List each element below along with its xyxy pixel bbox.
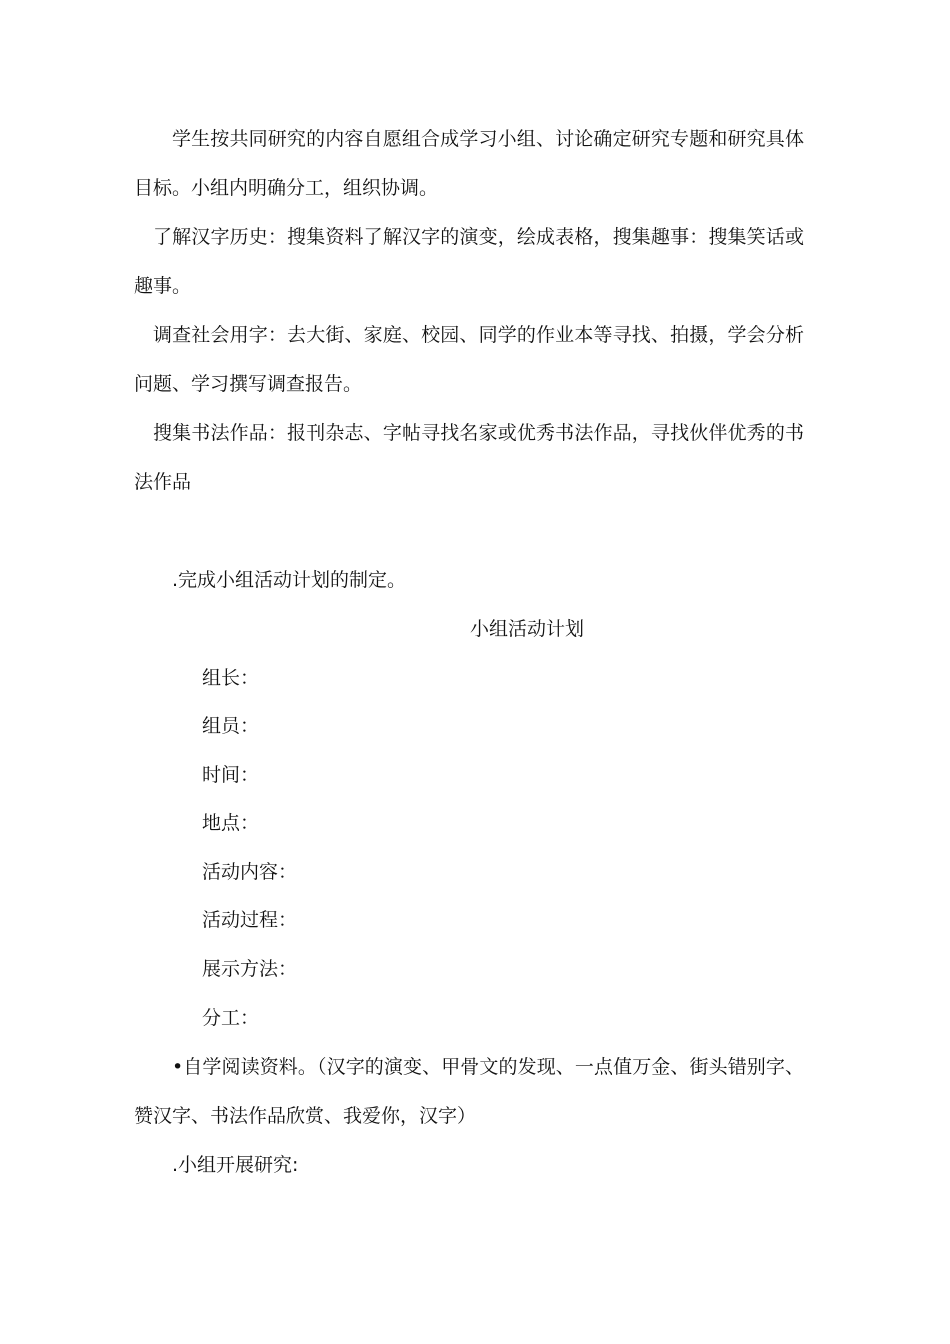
reading-line-2: 赞汉字、书法作品欣赏、我爱你，汉字） bbox=[134, 1105, 477, 1127]
plan-field-members: 组员： bbox=[202, 715, 260, 737]
reading-line-1: •自学阅读资料。（汉字的演变、甲骨文的发现、一点值万金、街头错别字、 bbox=[172, 1056, 804, 1078]
plan-field-content: 活动内容： bbox=[202, 861, 298, 883]
plan-title: 小组活动计划 bbox=[470, 618, 585, 640]
plan-field-process: 活动过程： bbox=[202, 909, 298, 931]
plan-field-time: 时间： bbox=[202, 764, 260, 786]
paragraph-3-line-2: 问题、学习撰写调查报告。 bbox=[134, 373, 363, 395]
final-step-heading: .小组开展研究: bbox=[172, 1154, 299, 1176]
plan-field-place: 地点： bbox=[202, 812, 260, 834]
paragraph-4-line-1: 搜集书法作品：报刊杂志、字帖寻找名家或优秀书法作品，寻找伙伴优秀的书 bbox=[153, 422, 804, 444]
step-plan-heading: .完成小组活动计划的制定。 bbox=[172, 569, 407, 591]
paragraph-4-line-2: 法作品 bbox=[134, 471, 192, 493]
paragraph-1-line-1: 学生按共同研究的内容自愿组合成学习小组、讨论确定研究专题和研究具体 bbox=[172, 128, 804, 150]
plan-field-display: 展示方法： bbox=[202, 958, 298, 980]
paragraph-1-line-2: 目标。小组内明确分工，组织协调。 bbox=[134, 177, 439, 199]
plan-field-leader: 组长： bbox=[202, 667, 260, 689]
paragraph-3-line-1: 调查社会用字：去大街、家庭、校园、同学的作业本等寻找、拍摄，学会分析 bbox=[153, 324, 804, 346]
paragraph-2-line-1: 了解汉字历史：搜集资料了解汉字的演变，绘成表格，搜集趣事：搜集笑话或 bbox=[153, 226, 804, 248]
paragraph-2-line-2: 趣事。 bbox=[134, 275, 192, 297]
plan-field-division: 分工： bbox=[202, 1007, 260, 1029]
